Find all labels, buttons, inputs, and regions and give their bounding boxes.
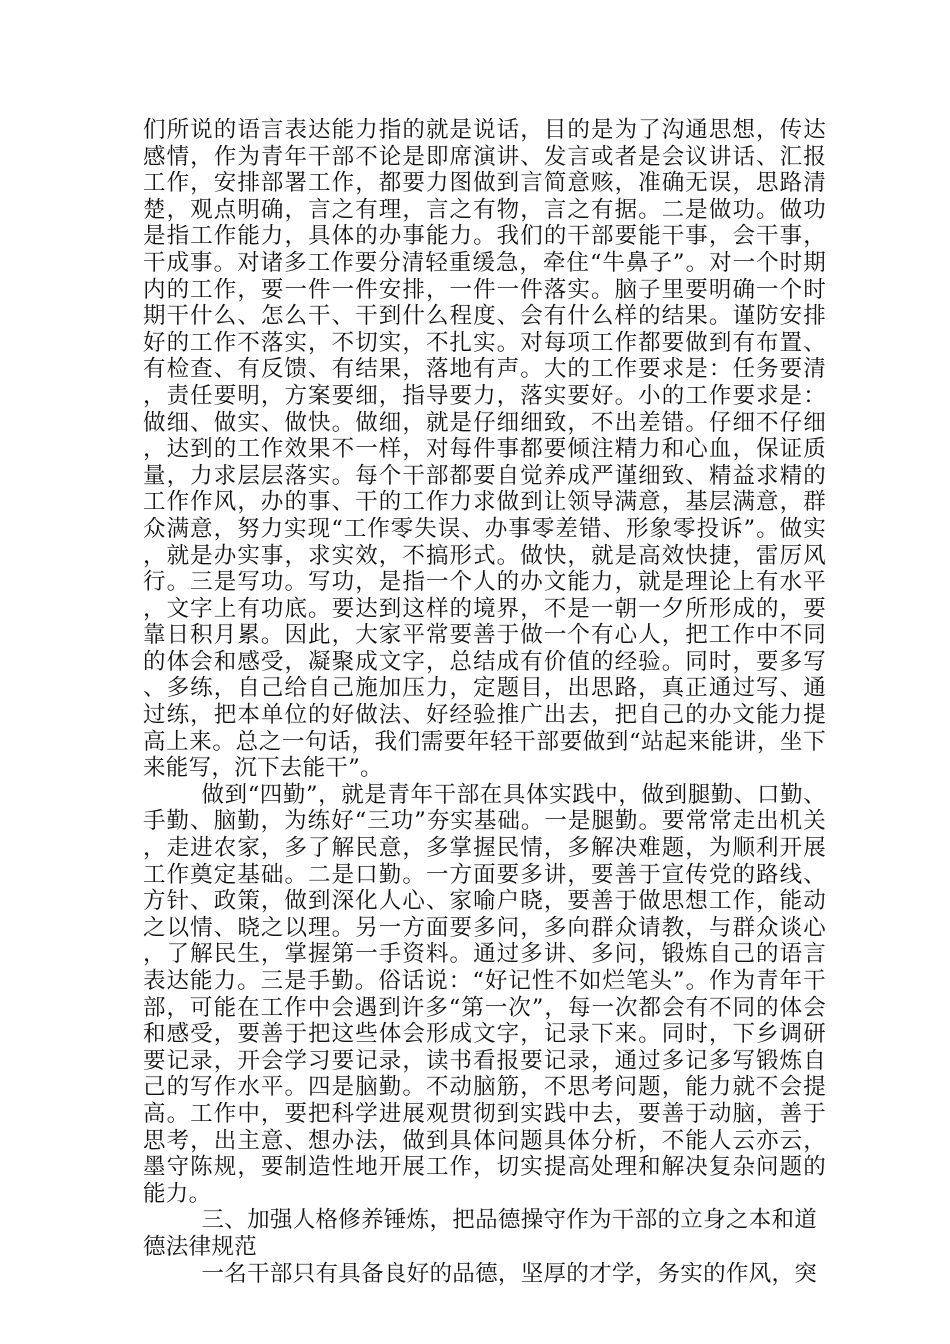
- body-paragraph: 们所说的语言表达能力指的就是说话，目的是为了沟通思想，传达感情，作为青年干部不论是即席演讲、发言或者是会议讲话、汇报工作，安排部署工作，都要力图做到言简意赅，准确无误，思路清楚，观点明确，言之有理，言之有物，言之有据。二是做功。做功是指工作能力，具体的办事能力。我们的干部要能干事，会干事，干成事。对诸多工作要分清轻重缓急，牵住“牛鼻子”。对一个时期内的工作，要一件一件安排，一件一件落实。脑子里要明确一个时期干什么、怎么干、干到什么程度、会有什么样的结果。谨防安排好的工作不落实，不切实，不扎实。对每项工作都要做到有布置、有检查、有反馈、有结果，落地有声。大的工作要求是：任务要清，责任要明，方案要细，指导要力，落实要好。小的工作要求是：做细、做实、做快。做细，就是仔细细致，不出差错。仔细不仔细，达到的工作效果不一样，对每件事都要倾注精力和心血，保证质量，力求层层落实。每个干部都要自觉养成严谨细致、精益求精的工作作风，办的事、干的工作力求做到让领导满意，基层满意，群众满意，努力实现“工作零失误、办事零差错、形象零投诉”。做实，就是办实事，求实效，不搞形式。做快，就是高效快捷，雷厉风行。三是写功。写功，是指一个人的办文能力，就是理论上有水平，文字上有功底。要达到这样的境界，不是一朝一夕所形成的，要靠日积月累。因此，大家平常要善于做一个有心人，把工作中不同的体会和感受，凝聚成文字，总结成有价值的经验。同时，要多写、多练，自己给自己施加压力，定题目，出思路，真正通过写、通过练，把本单位的好做法、好经验推广出去，把自己的办文能力提高上来。总之一句话，我们需要年轻干部要做到“站起来能讲，坐下来能写，沉下去能干”。: [143, 117, 826, 782]
- document-page: [143, 117, 826, 1287]
- body-paragraph: 做到“四勤”，就是青年干部在具体实践中，做到腿勤、口勤、手勤、脑勤，为练好“三功”夯实基础。一是腿勤。要常常走出机关，走进农家，多了解民意，多掌握民情，多解决难题，为顺利开展工作奠定基础。二是口勤。一方面要多讲，要善于宣传党的路线、方针、政策，做到深化人心、家喻户晓，要善于做思想工作，能动之以情、晓之以理。另一方面要多问，多向群众请教，与群众谈心，了解民生，掌握第一手资料。通过多讲、多问，锻炼自己的语言表达能力。三是手勤。俗话说：“好记性不如烂笔头”。作为青年干部，可能在工作中会遇到许多“第一次”，每一次都会有不同的体会和感受，要善于把这些体会形成文字，记录下来。同时，下乡调研要记录，开会学习要记录，读书看报要记录，通过多记多写锻炼自己的写作水平。四是脑勤。不动脑筋，不思考问题，能力就不会提高。工作中，要把科学进展观贯彻到实践中去，要善于动脑，善于思考，出主意、想办法，做到具体问题具体分析，不能人云亦云，墨守陈规，要制造性地开展工作，切实提高处理和解决复杂问题的能力。: [143, 781, 826, 1207]
- body-paragraph: 一名干部只有具备良好的品德，坚厚的才学，务实的作风，突: [201, 1260, 818, 1287]
- section-heading: 三、加强人格修养锤炼，把品德操守作为干部的立身之本和道德法律规范: [143, 1207, 818, 1260]
